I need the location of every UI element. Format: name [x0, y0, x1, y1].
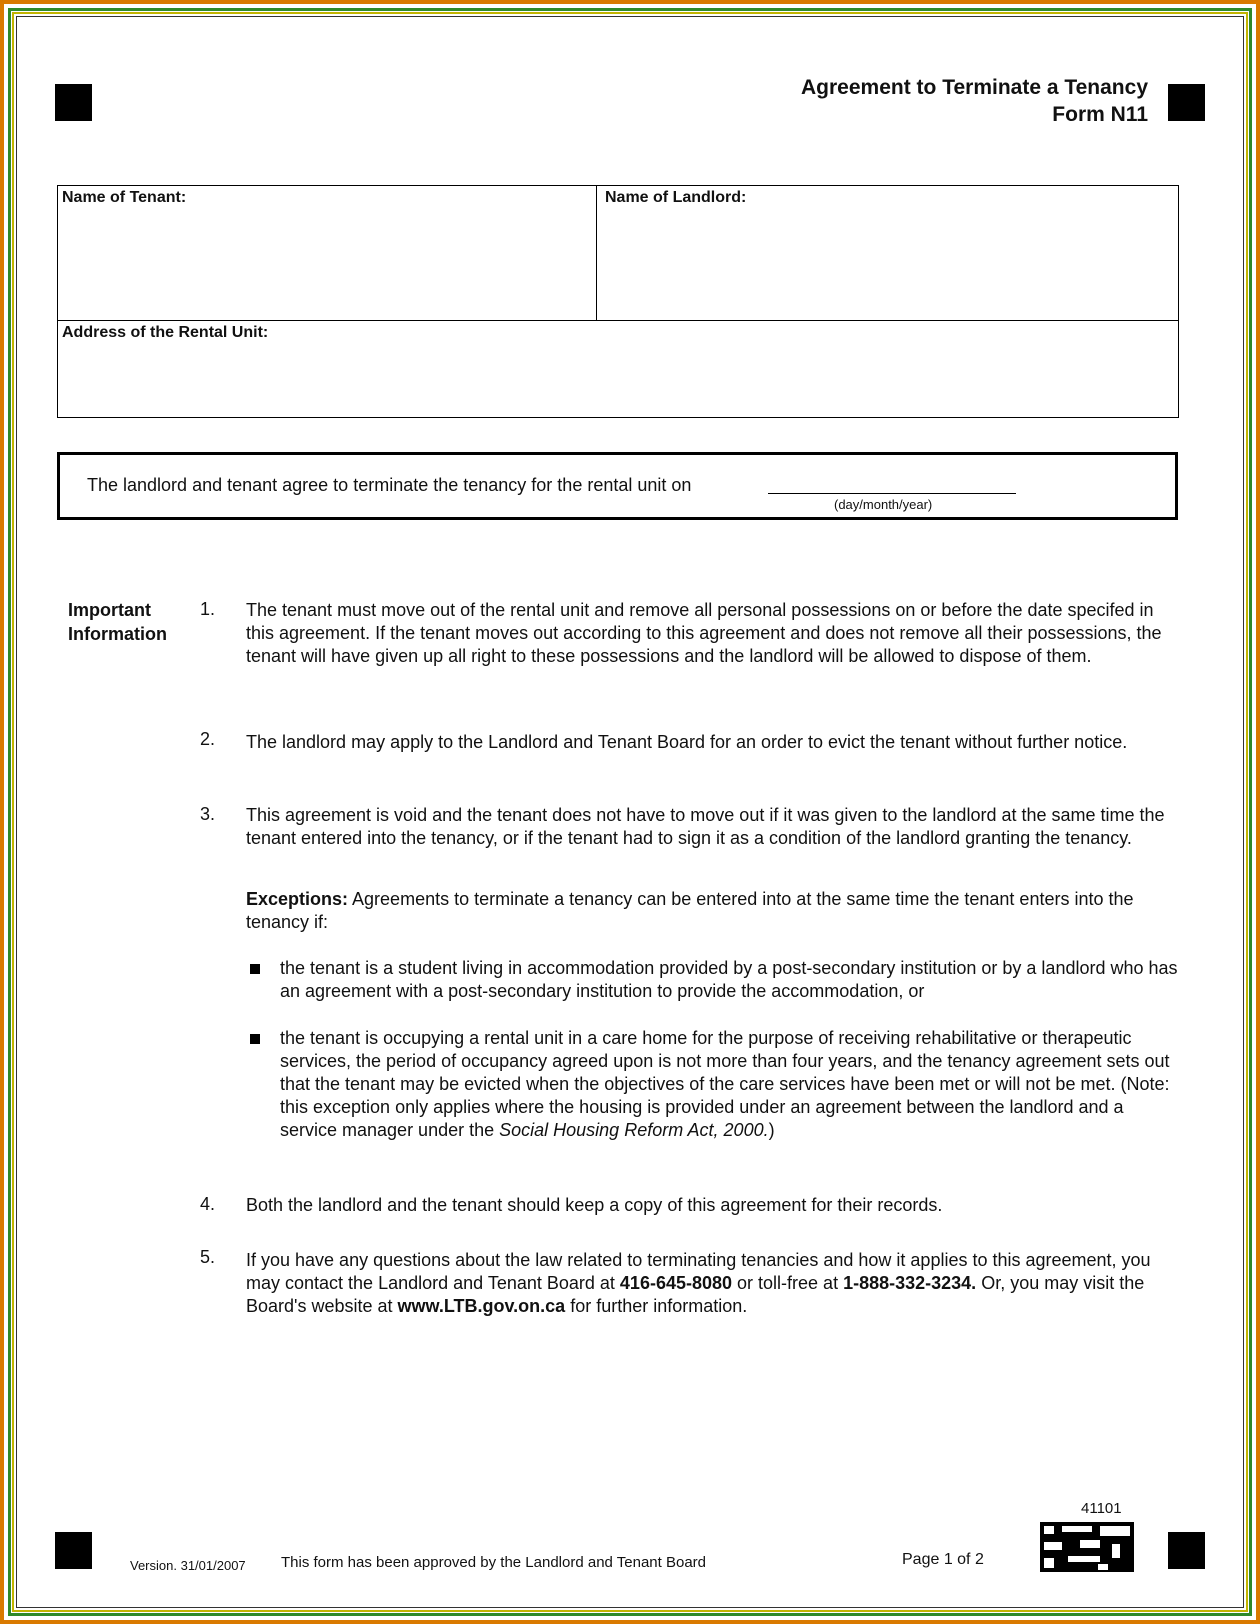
exception-bullet-end: )	[768, 1120, 775, 1140]
important-heading-line1: Important	[68, 600, 151, 620]
exception-bullet-text: the tenant is occupying a rental unit in a care home for the purpose of receiving rehabilitative or therapeutic services, the period of occupancy agreed upon is not more than four years, and the tenancy agreement sets out that the tenant may be evicted when the objectives of the care services have been met or will not be met. (Note: this exception only applies where the housing is provided under an agreement between the landlord and a service manager under the	[280, 1028, 1170, 1140]
approval-note: This form has been approved by the Landlord and Tenant Board	[281, 1554, 707, 1571]
item-number: 2.	[200, 729, 216, 749]
exception-bullet: the tenant is a student living in accommodation provided by a post-secondary institution or by a landlord who has an agreement with a post-secondary institution to provide the accommodation, or	[280, 958, 1178, 1001]
tenant-name-label: Name of Tenant:	[62, 189, 187, 206]
page-number: Page 1 of 2	[902, 1551, 984, 1568]
contact-paragraph	[246, 1249, 1176, 1318]
contact-text: If you have any questions about the law related to terminating tenancies and how it applies to this agreement, you may contact the Landlord and Tenant Board at	[246, 1250, 1151, 1293]
termination-date-field[interactable]	[768, 493, 1016, 494]
important-heading-line2: Information	[68, 624, 167, 644]
bullet-marker	[250, 1034, 260, 1044]
item-text: This agreement is void and the tenant does not have to move out if it was given to the landlord at the same time the tenant entered into the tenancy, or if the tenant had to sign it as a condition of the landlord granting the tenancy.	[246, 805, 1165, 848]
form-number: 41101	[1081, 1500, 1122, 1517]
item-number: 4.	[200, 1194, 216, 1214]
exceptions-paragraph	[246, 888, 1176, 934]
bullet-marker	[250, 964, 260, 974]
landlord-name-label: Name of Landlord:	[605, 189, 747, 206]
exception-bullet	[280, 1027, 1180, 1142]
termination-agreement-box	[57, 452, 1178, 520]
registration-mark-bottom-right	[1168, 1532, 1205, 1569]
contact-text: Or, you may visit the Board's website at	[246, 1273, 1145, 1316]
act-name: Social Housing Reform Act, 2000.	[499, 1120, 769, 1140]
form-barcode	[1040, 1522, 1134, 1572]
important-information-heading	[68, 598, 167, 646]
item-number: 1.	[200, 599, 216, 619]
contact-text: or toll-free at	[732, 1273, 844, 1293]
exceptions-label: Exceptions:	[246, 889, 349, 909]
board-website-link[interactable]: www.LTB.gov.on.ca	[397, 1296, 566, 1316]
toll-free-phone: 1-888-332-3234.	[843, 1273, 977, 1293]
landlord-name-field[interactable]	[597, 186, 1178, 321]
form-version: Version. 31/01/2007	[130, 1558, 246, 1573]
registration-mark-top-right	[1168, 84, 1205, 121]
form-title-line1: Agreement to Terminate a Tenancy	[801, 76, 1148, 99]
rental-address-field[interactable]	[58, 321, 1178, 417]
registration-mark-bottom-left	[55, 1532, 92, 1569]
board-phone: 416-645-8080	[619, 1273, 733, 1293]
rental-address-label: Address of the Rental Unit:	[62, 324, 269, 341]
exceptions-text: Agreements to terminate a tenancy can be entered into at the same time the tenant enters into the tenancy if:	[246, 889, 1134, 932]
form-title	[801, 74, 1148, 128]
form-title-line2: Form N11	[1052, 103, 1148, 126]
termination-statement: The landlord and tenant agree to terminate the tenancy for the rental unit on	[87, 475, 692, 495]
contact-text: for further information.	[565, 1296, 748, 1316]
item-number: 5.	[200, 1247, 216, 1267]
item-text: The landlord may apply to the Landlord and Tenant Board for an order to evict the tenant without further notice.	[246, 732, 1128, 752]
registration-mark-top-left	[55, 84, 92, 121]
party-info-table	[57, 185, 1179, 418]
tenant-name-field[interactable]	[58, 186, 597, 321]
termination-date-caption: (day/month/year)	[834, 497, 933, 512]
item-text: The tenant must move out of the rental unit and remove all personal possessions on or before the date specifed in this agreement. If the tenant moves out according to this agreement and does not remove all their possessions, the tenant will have given up all right to these possessions and the landlord will be allowed to dispose of them.	[246, 600, 1162, 666]
item-number: 3.	[200, 804, 216, 824]
item-text: Both the landlord and the tenant should keep a copy of this agreement for their records.	[246, 1195, 943, 1215]
